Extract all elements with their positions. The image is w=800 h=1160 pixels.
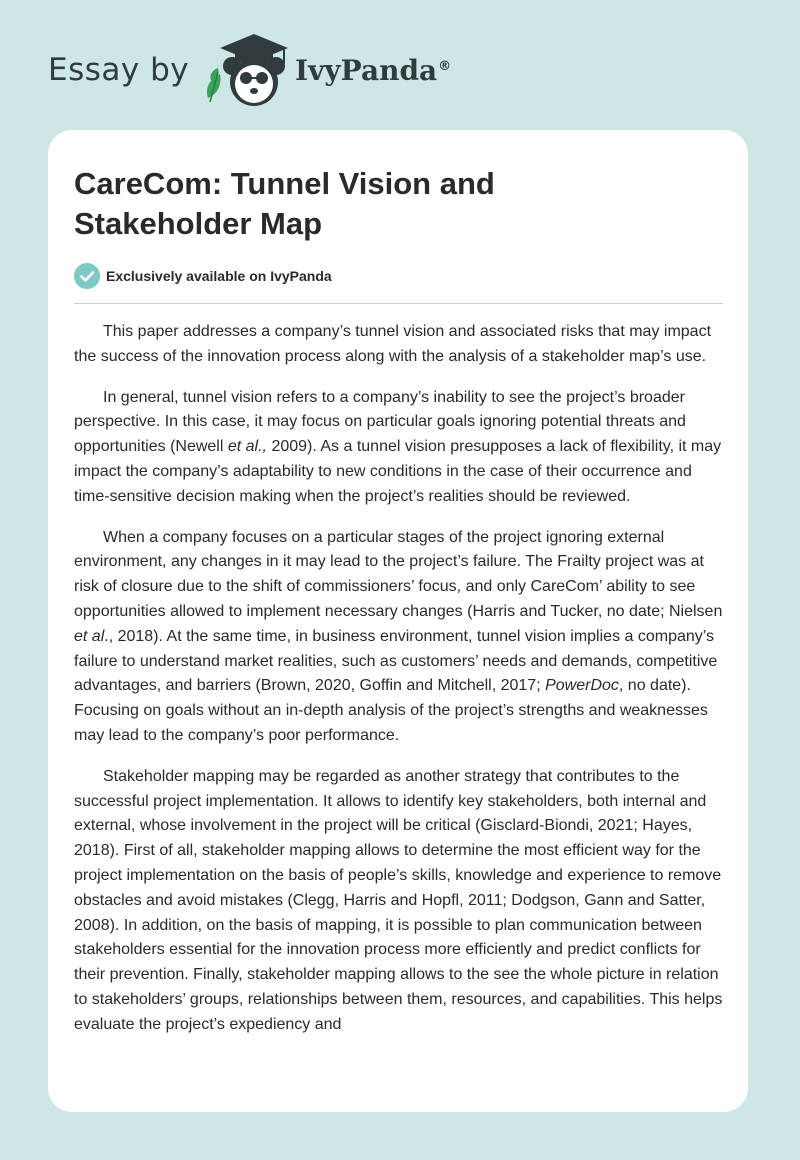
page-title: CareCom: Tunnel Vision and Stakeholder Map [74, 166, 495, 241]
paragraph: This paper addresses a company’s tunnel vision and associated risks that may impact the success of the innovation process along with the analysis of a stakeholder map’s use. [74, 323, 712, 365]
italic-citation: et al [74, 627, 105, 645]
checkmark-icon [74, 263, 100, 289]
essay-body [74, 320, 726, 1054]
site-header [48, 30, 748, 110]
essay-by-label: Essay by [48, 52, 190, 88]
exclusive-label: Exclusively available on IvyPanda [106, 268, 332, 284]
italic-citation: PowerDoc [545, 677, 619, 695]
brand-name[interactable]: IvyPanda® [295, 54, 452, 87]
panda-graduate-icon[interactable] [202, 30, 292, 108]
paragraph: When a company focuses on a particular stages of the project ignoring external environment, any changes in it may lead to the project’s failure. The Frailty project was at risk of closure due to the shift of commissioners’ focus, and only CareCom’ ability to see opportunities allowed to implement necessary changes (Harris and Tucker, no date; Nielsen et al., 2018). At the same time, in business environment, tunnel vision implies a company’s failure to understand market realities, such as customers’ needs and demands, competitive advantages, and barriers (Brown, 2020, Goffin and Mitchell, 2017; PowerDoc, no date). Focusing on goals without an in-depth analysis of the project’s strengths and weaknesses may lead to the company’s poor performance. [74, 528, 723, 744]
paragraph: In general, tunnel vision refers to a company’s inability to see the project’s broader perspective. In this case, it may focus on particular goals ignoring potential threats and opportunities (Newell et al., 2009). As a tunnel vision presupposes a lack of flexibility, it may impact the company’s adaptability to new conditions in the case of their occurrence and time-sensitive decision making when the project’s realities should be reviewed. [74, 388, 722, 505]
divider [74, 303, 723, 304]
italic-citation: et al., [227, 438, 267, 456]
essay-card [48, 130, 748, 1112]
paragraph: Stakeholder mapping may be regarded as another strategy that contributes to the successful project implementation. It allows to identify key stakeholders, both internal and external, whose involvement in the project will be critical (Gisclard-Biondi, 2021; Hayes, 2018). First of all, stakeholder mapping allows to determine the most efficient way for the project implementation on the basis of people’s skills, knowledge and experience to remove obstacles and avoid mistakes (Clegg, Harris and Hopfl, 2011; Dodgson, Gann and Satter, 2008). In addition, on the basis of mapping, it is possible to plan communication between stakeholders essential for the innovation process more efficiently and predict conflicts for their prevention. Finally, stakeholder mapping allows to the see the whole picture in relation to stakeholders’ groups, relationships between them, resources, and capabilities. This helps evaluate the project’s expediency and [74, 767, 723, 1033]
registered-mark: ® [438, 58, 452, 74]
